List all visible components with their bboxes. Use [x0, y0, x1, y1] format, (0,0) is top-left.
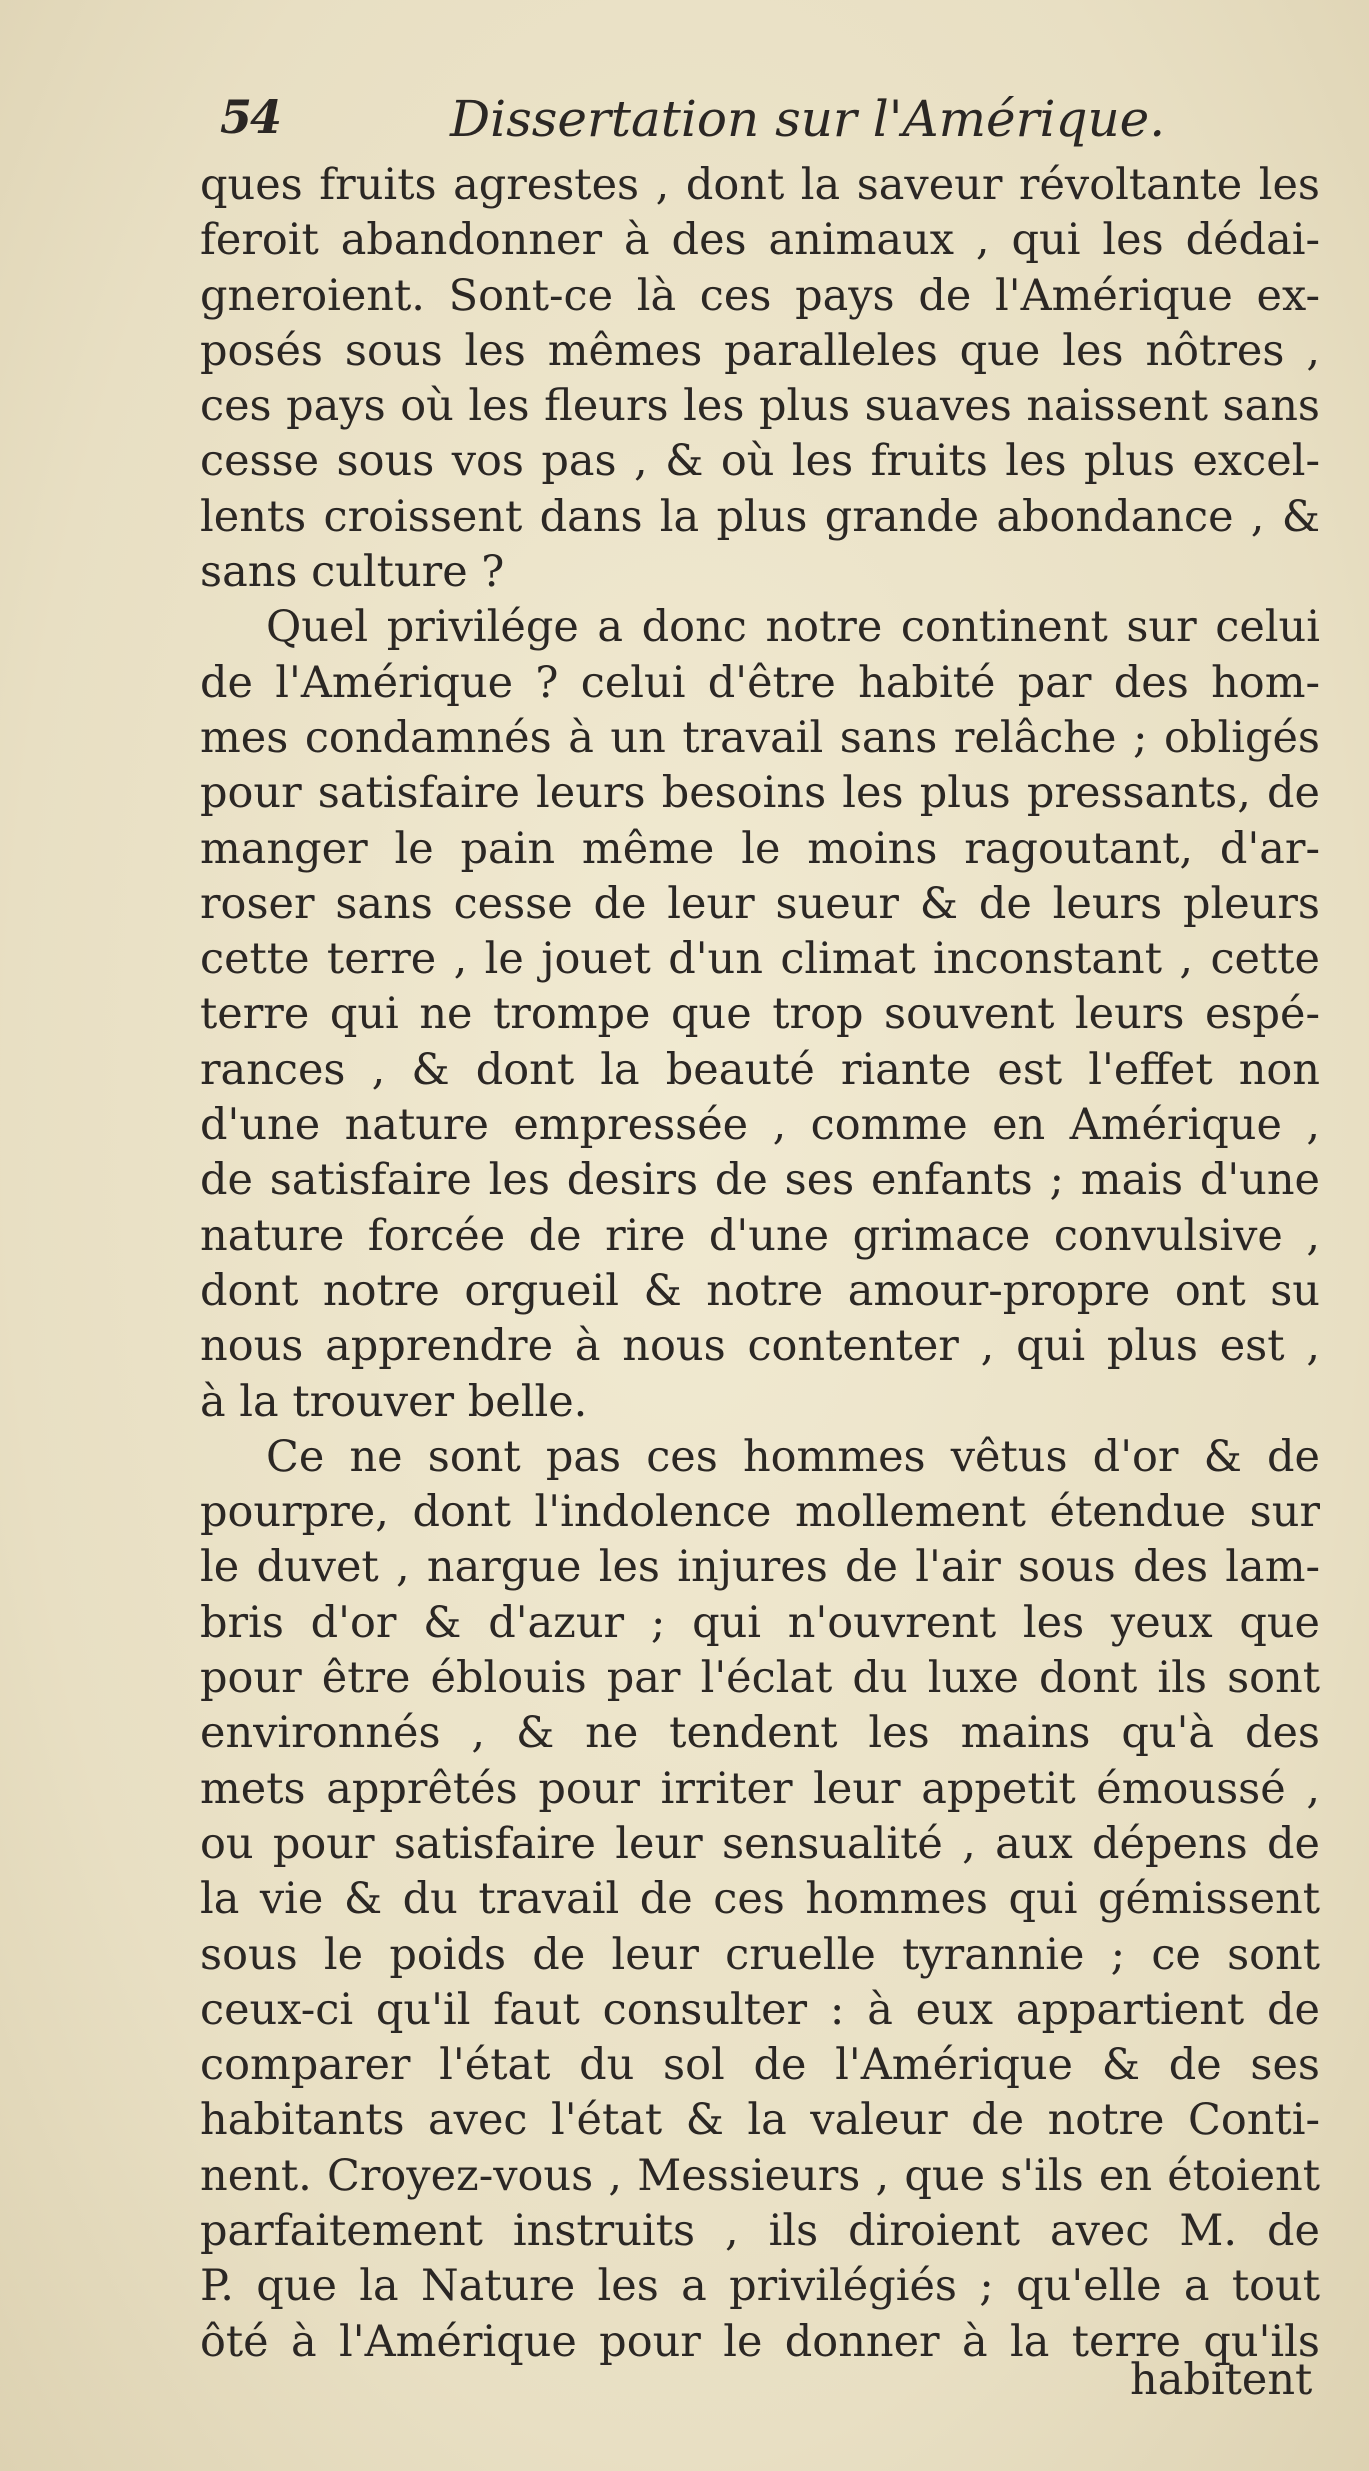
text-line: nent. Croyez-vous , Messieurs , que s'ils en étoient [200, 2150, 1320, 2201]
text-line: pour satisfaire leurs besoins les plus pressants, de [200, 768, 1320, 819]
text-line: roser sans cesse de leur sueur & de leurs pleurs [200, 878, 1320, 929]
text-line: nature forcée de rire d'une grimace convulsive , [200, 1210, 1320, 1261]
catchword: habitent [1130, 2355, 1313, 2405]
text-line: d'une nature empressée , comme en Amérique , [200, 1100, 1320, 1151]
text-line: bris d'or & d'azur ; qui n'ouvrent les yeux que [200, 1597, 1320, 1648]
text-line: habitants avec l'état & la valeur de notre Conti- [200, 2095, 1320, 2146]
text-line: sans culture ? [200, 547, 505, 598]
page-number: 54 [220, 90, 281, 144]
text-line: rances , & dont la beauté riante est l'effet non [200, 1044, 1320, 1095]
text-line: comparer l'état du sol de l'Amérique & de ses [200, 2040, 1320, 2091]
text-line: nous apprendre à nous contenter , qui plus est , [200, 1321, 1320, 1372]
text-line: P. que la Nature les a privilégiés ; qu'elle a tout [200, 2261, 1320, 2312]
text-line: parfaitement instruits , ils diroient avec M. de [200, 2205, 1320, 2256]
text-line: gneroient. Sont-ce là ces pays de l'Amérique ex- [200, 270, 1320, 321]
text-line: à la trouver belle. [200, 1376, 588, 1427]
text-line: lents croissent dans la plus grande abondance , & [200, 491, 1320, 542]
text-line: pourpre, dont l'indolence mollement étendue sur [200, 1487, 1320, 1538]
text-line: de satisfaire les desirs de ses enfants ; mais d'une [200, 1155, 1320, 1206]
text-line: Quel privilége a donc notre continent sur celui [266, 602, 1320, 653]
text-line: ôté à l'Amérique pour le donner à la terre qu'ils [200, 2316, 1320, 2367]
text-line: le duvet , nargue les injures de l'air sous des lam- [200, 1542, 1320, 1593]
text-line: Ce ne sont pas ces hommes vêtus d'or & de [266, 1431, 1320, 1482]
running-title: Dissertation sur l'Amérique. [450, 90, 1166, 148]
text-line: terre qui ne trompe que trop souvent leurs espé- [200, 989, 1320, 1040]
text-line: cette terre , le jouet d'un climat inconstant , cette [200, 934, 1320, 985]
text-line: pour être éblouis par l'éclat du luxe dont ils sont [200, 1653, 1320, 1704]
body-text [200, 158, 1320, 2370]
text-line: posés sous les mêmes paralleles que les nôtres , [200, 325, 1320, 376]
text-line: mets apprêtés pour irriter leur appetit émoussé , [200, 1763, 1320, 1814]
text-line: de l'Amérique ? celui d'être habité par des hom- [200, 657, 1320, 708]
page-header [210, 90, 1210, 150]
text-line: cesse sous vos pas , & où les fruits les plus excel- [200, 436, 1320, 487]
text-line: ces pays où les fleurs les plus suaves naissent sans [200, 381, 1320, 432]
text-line: ceux-ci qu'il faut consulter : à eux appartient de [200, 1984, 1320, 2035]
text-line: feroit abandonner à des animaux , qui les dédai- [200, 215, 1320, 266]
text-line: sous le poids de leur cruelle tyrannie ; ce sont [200, 1929, 1320, 1980]
text-line: environnés , & ne tendent les mains qu'à des [200, 1708, 1320, 1759]
text-line: ou pour satisfaire leur sensualité , aux dépens de [200, 1818, 1320, 1869]
text-line: dont notre orgueil & notre amour-propre ont su [200, 1265, 1320, 1316]
text-line: mes condamnés à un travail sans relâche ; obligés [200, 712, 1320, 763]
text-line: ques fruits agrestes , dont la saveur révoltante les [200, 160, 1320, 210]
text-line: la vie & du travail de ces hommes qui gémissent [200, 1874, 1320, 1925]
text-line: manger le pain même le moins ragoutant, d'ar- [200, 823, 1320, 874]
